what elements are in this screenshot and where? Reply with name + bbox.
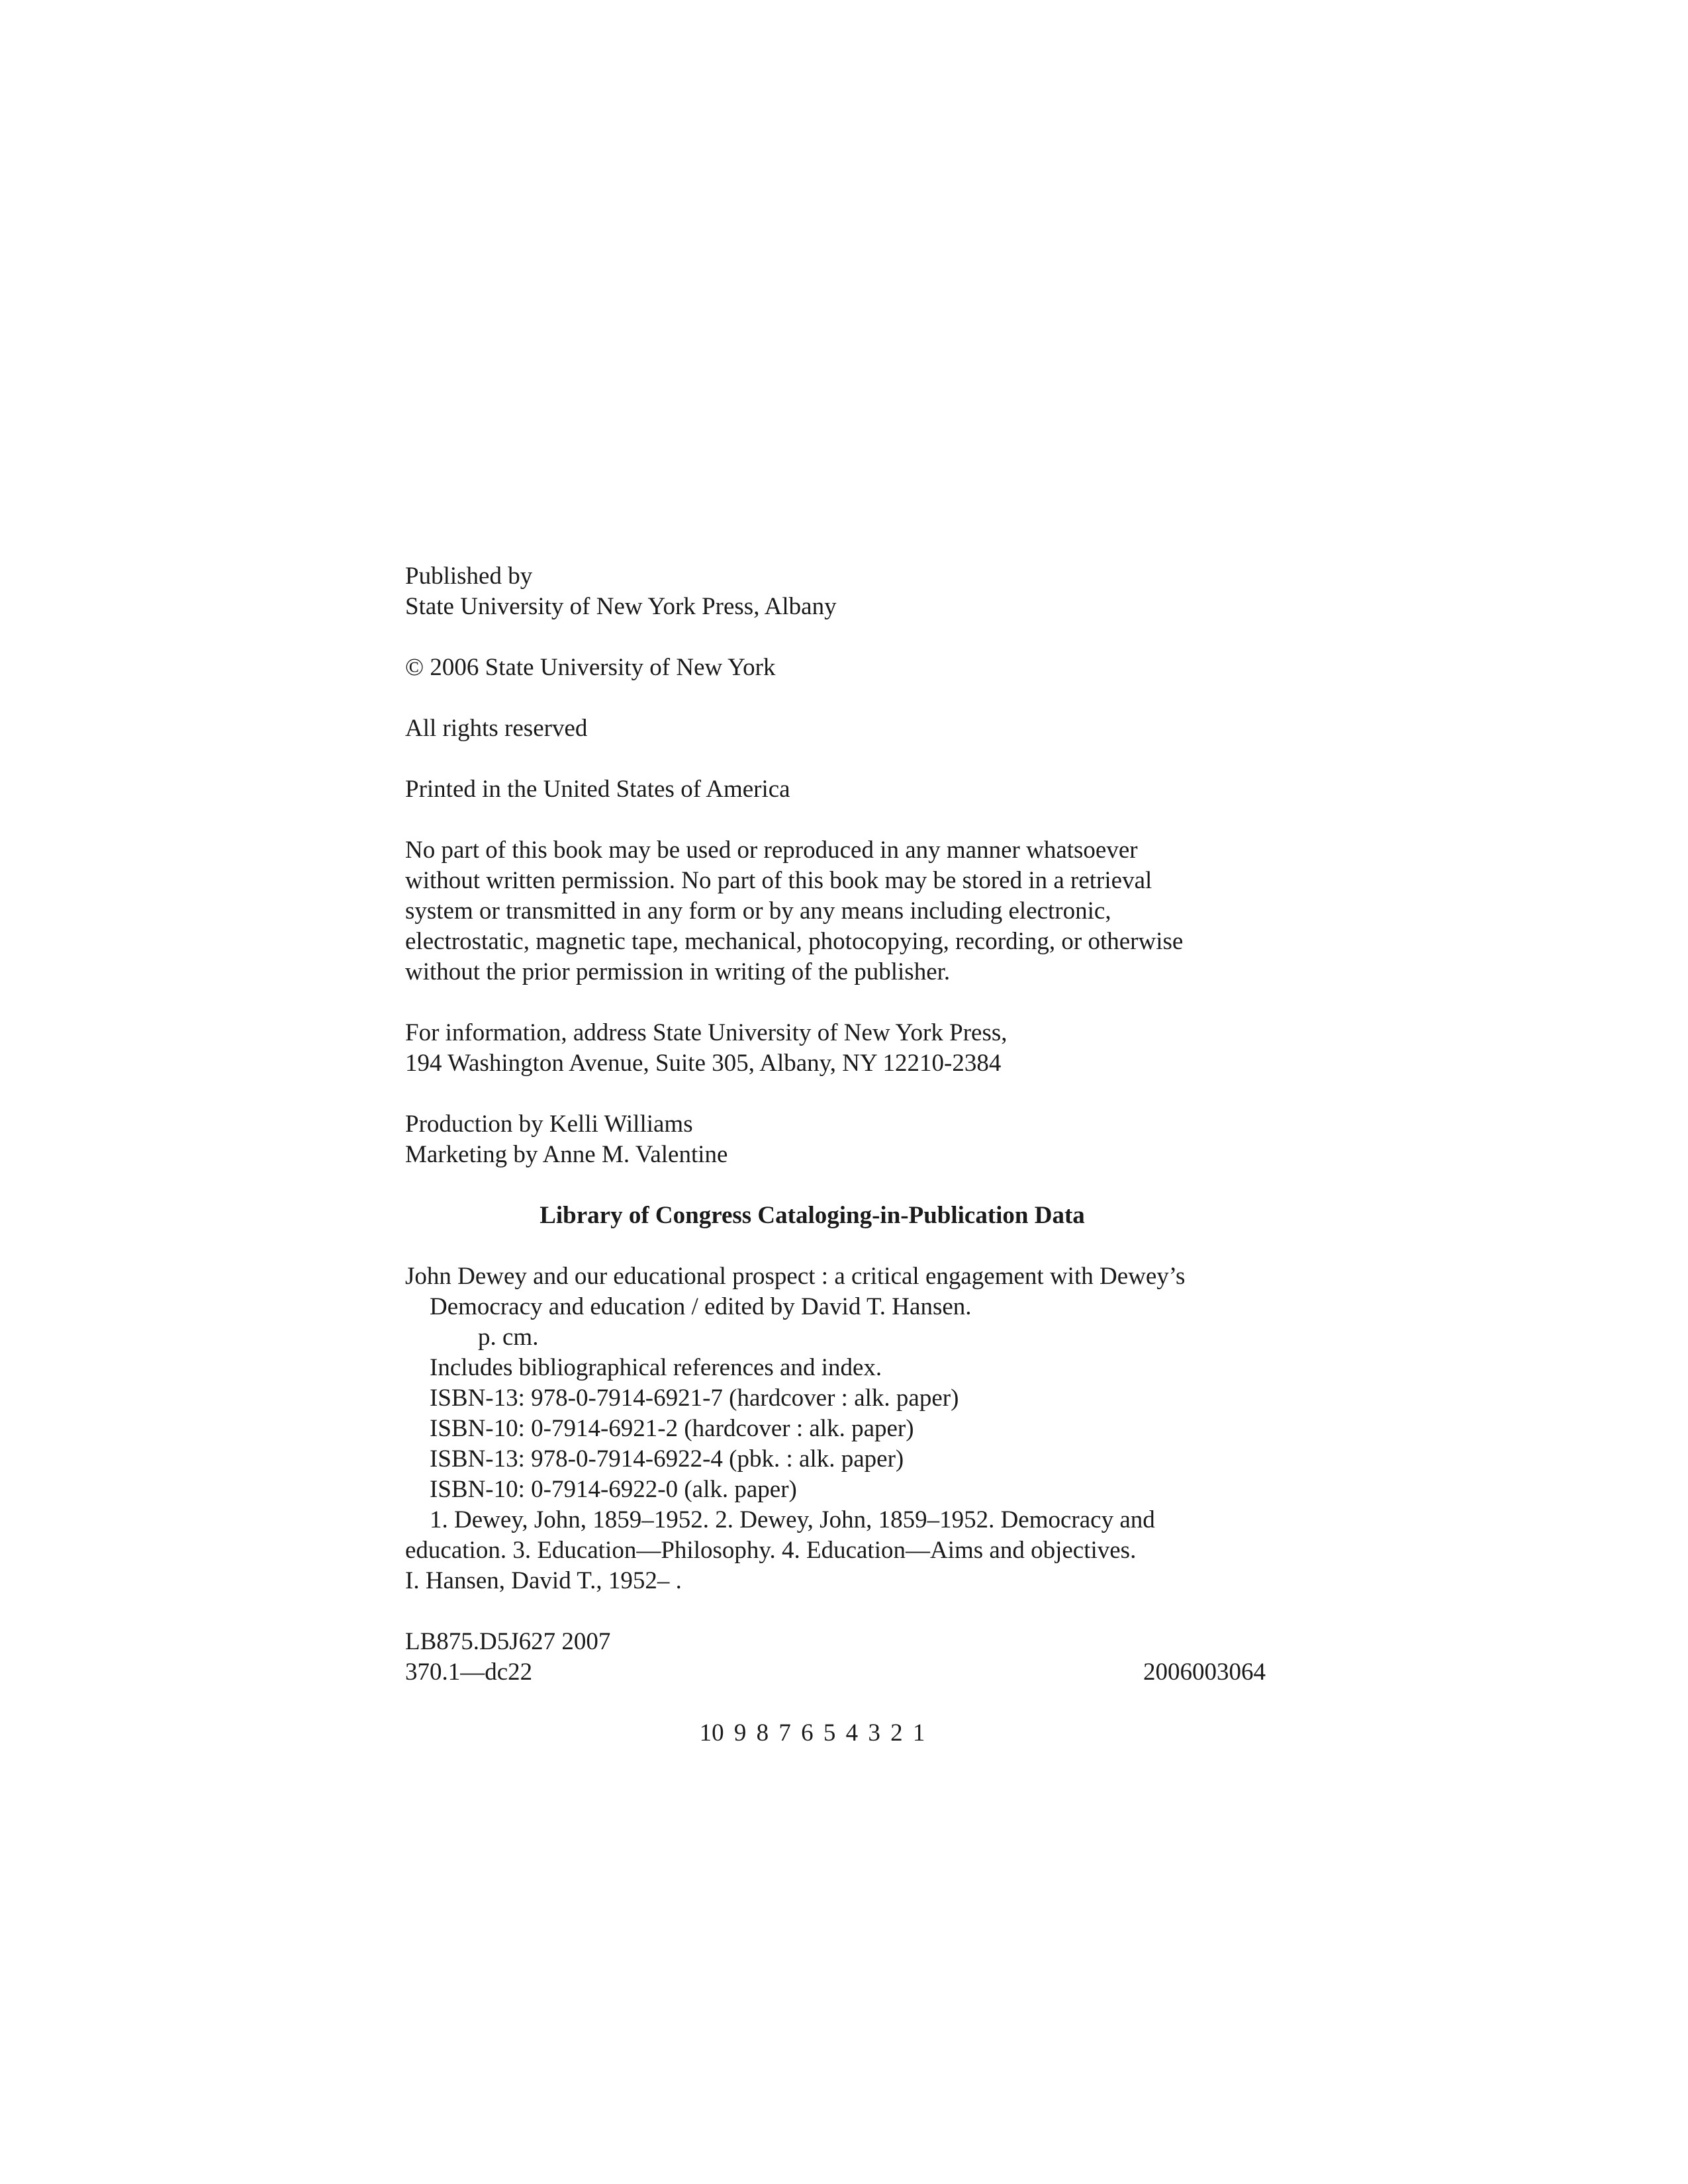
- permission-line: No part of this book may be used or reproduced in any manner whatsoever: [405, 837, 1138, 864]
- printed-in: Printed in the United States of America: [405, 776, 790, 803]
- permission-line: system or transmitted in any form or by any means including electronic,: [405, 897, 1111, 925]
- dewey-number: 370.1—dc22: [405, 1659, 533, 1686]
- information-address: [405, 1018, 1266, 1079]
- lccn: 2006003064: [1143, 1659, 1266, 1686]
- cip-bibliography: Includes bibliographical references and index.: [430, 1354, 882, 1381]
- dewey-lccn-row: [405, 1657, 1266, 1688]
- cip-title-line: Democracy and education / edited by David T. Hansen.: [430, 1293, 972, 1320]
- permission-line: without written permission. No part of this book may be stored in a retrieval: [405, 867, 1152, 894]
- cip-record: [405, 1261, 1266, 1596]
- permission-paragraph: [405, 835, 1266, 987]
- classification: [405, 1627, 1266, 1688]
- info-line: 194 Washington Avenue, Suite 305, Albany, NY 12210-2384: [405, 1050, 1002, 1077]
- cip-subjects-line: 1. Dewey, John, 1859–1952. 2. Dewey, John, 1859–1952. Democracy and: [430, 1506, 1155, 1533]
- cip-subjects-line: I. Hansen, David T., 1952– .: [405, 1567, 682, 1594]
- rights-reserved: All rights reserved: [405, 715, 588, 742]
- cip-isbn: ISBN-13: 978-0-7914-6922-4 (pbk. : alk. paper): [430, 1445, 904, 1473]
- cip-pcm: p. cm.: [478, 1324, 539, 1351]
- cip-isbn: ISBN-13: 978-0-7914-6921-7 (hardcover : alk. paper): [430, 1385, 959, 1412]
- permission-line: without the prior permission in writing of the publisher.: [405, 958, 951, 985]
- marketing-credit: Marketing by Anne M. Valentine: [405, 1141, 728, 1168]
- permission-line: electrostatic, magnetic tape, mechanical, photocopying, recording, or otherwise: [405, 928, 1184, 955]
- info-line: For information, address State University of New York Press,: [405, 1019, 1008, 1046]
- copyright-notice: © 2006 State University of New York: [405, 654, 776, 681]
- lc-call-number: LB875.D5J627 2007: [405, 1628, 611, 1655]
- cip-subjects-line: education. 3. Education—Philosophy. 4. Education—Aims and objectives.: [405, 1537, 1137, 1564]
- cip-title-line: John Dewey and our educational prospect : a critical engagement with Dewey’s: [405, 1263, 1186, 1290]
- printing-line: 10 9 8 7 6 5 4 3 2 1: [699, 1719, 925, 1747]
- published-by: Published by: [405, 563, 533, 590]
- cip-heading: Library of Congress Cataloging-in-Publication Data: [539, 1202, 1085, 1229]
- cip-isbn: ISBN-10: 0-7914-6921-2 (hardcover : alk. paper): [430, 1415, 914, 1442]
- credits: [405, 1109, 1266, 1170]
- copyright-page: [405, 561, 1266, 1749]
- cip-isbn: ISBN-10: 0-7914-6922-0 (alk. paper): [430, 1476, 797, 1503]
- production-credit: Production by Kelli Williams: [405, 1111, 693, 1138]
- publisher-name: State University of New York Press, Albany: [405, 593, 837, 620]
